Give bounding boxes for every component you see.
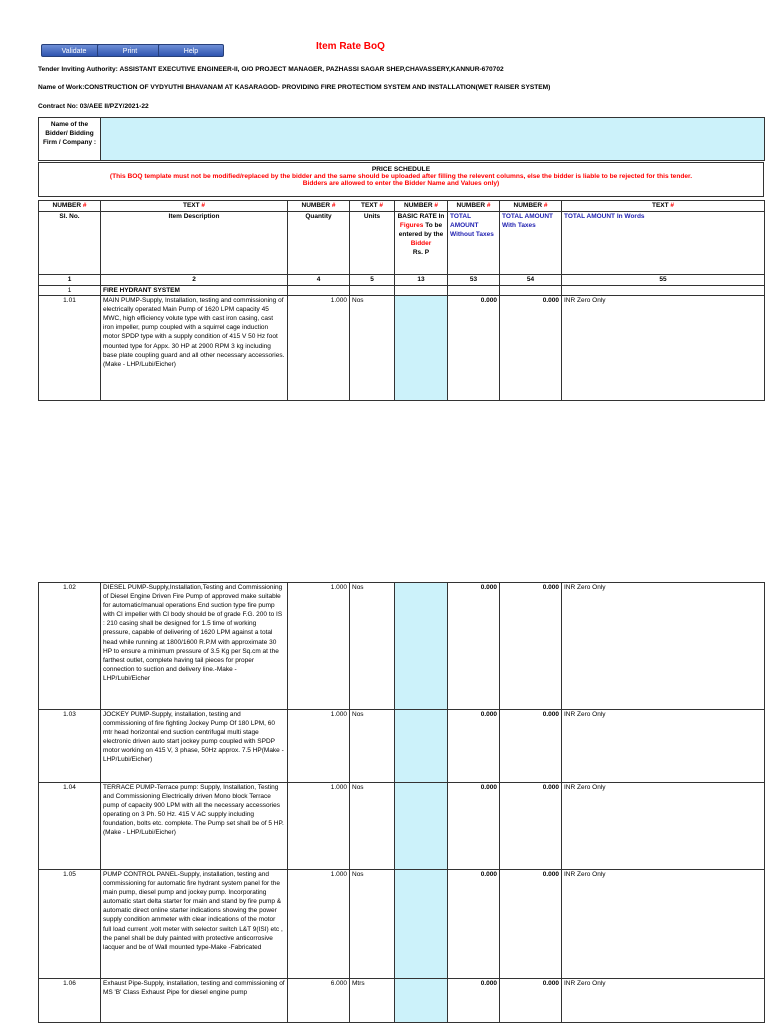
rate-input[interactable]: [395, 870, 448, 979]
table-row: 1.04 TERRACE PUMP-Terrace pump: Supply, Installation, Testing and Commissioning Electrically driven Mono block Terrace pump of capacity 900 LPM with all the necessary accessories operating on 3 Ph. 50 Hz. 415 V AC supply including foundation, bolts etc. complete. The Pump set shall be of 5 HP.(Make - LHP/Lubi/Eicher) 1.000 Nos 0.000 0.000 INR Zero Only: [39, 783, 765, 870]
header-total-without-taxes: TOTAL AMOUNT Without Taxes: [448, 212, 500, 275]
rate-input[interactable]: [395, 783, 448, 870]
column-number-row: 1 2 4 5 13 53 54 55: [39, 275, 765, 286]
page-title: Item Rate BoQ: [316, 41, 385, 52]
print-button[interactable]: Print: [97, 44, 163, 57]
bidder-table: [38, 117, 765, 161]
tender-authority: Tender Inviting Authority: ASSISTANT EXECUTIVE ENGINEER-II, O/O PROJECT MANAGER, PAZHASSI SAGAR SHEP,CHAVASSERY,KANNUR-670702: [38, 66, 504, 73]
rate-input[interactable]: [395, 710, 448, 783]
header-total-with-taxes: TOTAL AMOUNT With Taxes: [500, 212, 562, 275]
header-item: Item Description: [101, 212, 288, 275]
header-sl: Sl. No.: [39, 212, 101, 275]
boq-table: [38, 200, 765, 401]
header-qty: Quantity: [288, 212, 350, 275]
price-schedule-note: (This BOQ template must not be modified/replaced by the bidder and the same should be uploaded after filling the relevent columns, else the bidder is liable to be rejected for this tender.: [109, 173, 693, 180]
header-units: Units: [350, 212, 395, 275]
contract-no: Contract No: 03/AEE II/PZY/2021-22: [38, 103, 149, 110]
work-name: Name of Work:CONSTRUCTION OF VYDYUTHI BHAVANAM AT KASARAGOD- PROVIDING FIRE PROTECTIOM SYSTEM AND INSTALLATION(WET RAISER SYSTEM): [38, 84, 551, 91]
rate-input[interactable]: [395, 979, 448, 1023]
rate-input[interactable]: [395, 583, 448, 710]
help-button[interactable]: Help: [158, 44, 224, 57]
price-schedule-note-2: Bidders are allowed to enter the Bidder Name and Values only): [302, 180, 500, 187]
price-schedule: [38, 162, 764, 197]
section-row: 1 FIRE HYDRANT SYSTEM: [39, 286, 765, 296]
rate-input[interactable]: [395, 296, 448, 401]
table-row: 1.05 PUMP CONTROL PANEL-Supply, installation, testing and commissioning for automatic fire hydrant system panel for the main pump, diesel pump and jockey pump. Incorporating automatic start delta starter for main and stand by fire pump & automatic direct online starter indications showing the power supply condition ammeter with clear indications of the motor full load current ,volt meter with selector switch L&T 9(ISI) etc , the panel shall be duly painted with protective anticorrosive lacquer and be of Wall mounted type-Make -Fabricated 1.000 Nos 0.000 0.000 INR Zero Only: [39, 870, 765, 979]
header-rate: BASIC RATE In Figures To be entered by the Bidder Rs. P: [395, 212, 448, 275]
price-schedule-heading: PRICE SCHEDULE: [371, 166, 431, 173]
header-total-words: TOTAL AMOUNT In Words: [562, 212, 765, 275]
table-row: 1.03 JOCKEY PUMP-Supply, installation, testing and commissioning of fire fighting Jockey Pump Of 180 LPM, 60 mtr head horizontal end suction centrifugal multi stage electronic driven auto start jockey pump coupled with SPDP motor working on 415 V, 3 phase, 50Hz approx. 7.5 HP(Make - LHP/Lubi/Eicher) 1.000 Nos 0.000 0.000 INR Zero Only: [39, 710, 765, 783]
table-row: 1.01 MAIN PUMP-Supply, Installation, testing and commissioning of electrically operated Main Pump of 1620 LPM capacity 45 MWC, high efficiency volute type with cast iron casing, cast iron impeller, pump coupled with a squirrel cage induction motor SPDP type with a supply condition of 415 V 50 Hz foot mounted type for Appx. 30 HP at 2900 RPM 3 kg including base plate coupling guard and all other necessary accessories.(Make - LHP/Lubi/Eicher) 1.000 Nos 0.000 0.000 INR Zero Only: [39, 296, 765, 401]
table-row: 1.02 DIESEL PUMP-Supply,Installation,Testing and Commissioning of Diesel Engine Driven Fire Pump of approved make suitable for automatic/manual operations End suction type fire pump with CI impeller with CI body should be of grade F.G. 200 to IS : 210 casing shall be designed for 1.5 time of working pressure, capable of delivering of 1620 LPM against a total head while running at 1800/1600 R.P.M with approximate 30 HP to ensure a minimum pressure of 3.5 Kg per Sq.cm at the farthest outlet, complete having tail pieces for proper connection to suction and delivery line.-Make - LHP/Lubi/Eicher 1.000 Nos 0.000 0.000 INR Zero Only: [39, 583, 765, 710]
type-row: NUMBER # TEXT # NUMBER # TEXT # NUMBER # NUMBER # NUMBER # TEXT #: [39, 201, 765, 212]
bidder-label: Name of the Bidder/ Bidding Firm / Company :: [39, 118, 101, 161]
table-row: 1.06 Exhaust Pipe-Supply, installation, testing and commissioning of MS 'B' Class Exhaust Pipe for diesel engine pump 6.000 Mtrs 0.000 0.000 INR Zero Only: [39, 979, 765, 1023]
bidder-name-input[interactable]: [101, 118, 765, 161]
validate-button[interactable]: Validate: [41, 44, 107, 57]
boq-table-continued: [38, 582, 765, 1023]
column-header-row: [39, 212, 765, 275]
